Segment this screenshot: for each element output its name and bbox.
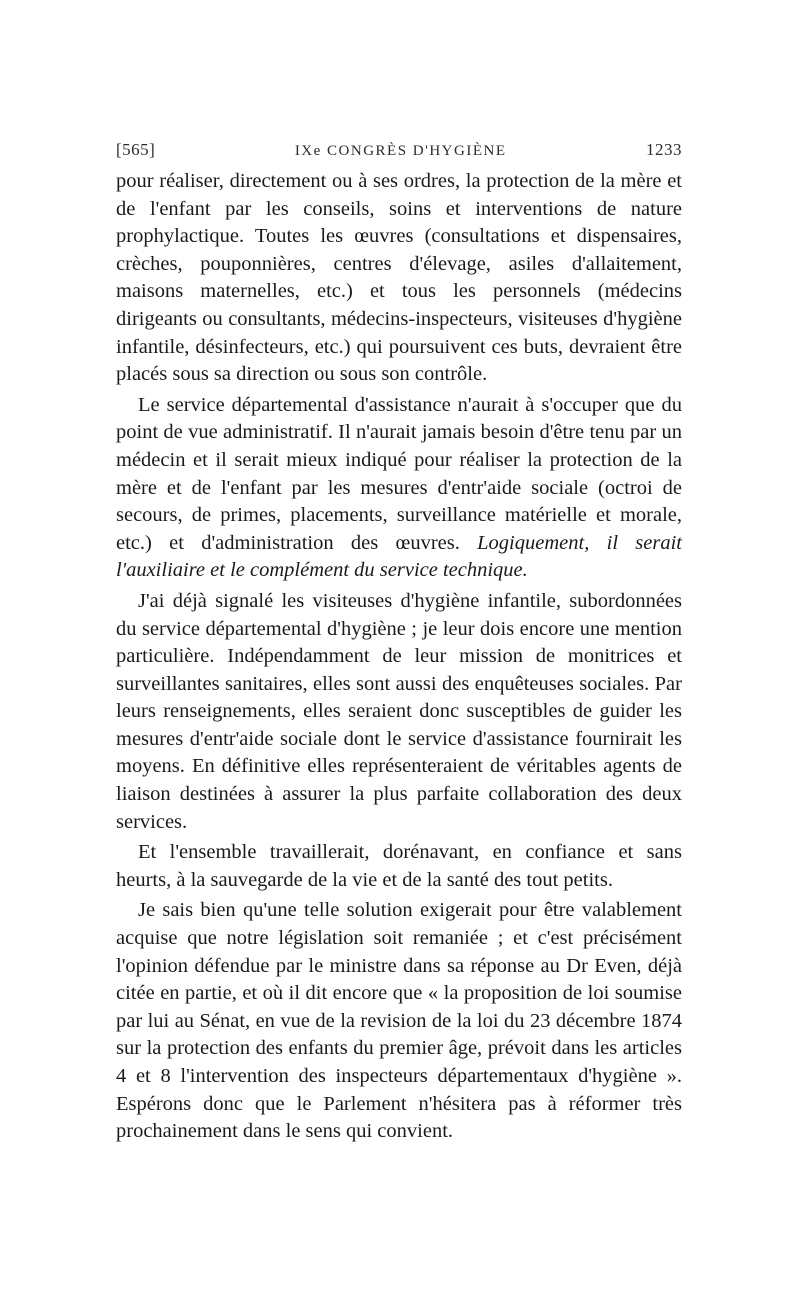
paragraph-2 bbox=[116, 392, 682, 585]
book-page bbox=[116, 140, 682, 1146]
header-left-bracket-number: [565] bbox=[116, 140, 156, 159]
paragraph-5: Je sais bien qu'une telle solution exigerait pour être valablement acquise que notre législation soit remaniée ; et c'est précisément l'opinion défendue par le ministre dans sa réponse au Dr Even, déjà citée en partie, et où il dit encore que « la proposition de loi soumise par lui au Sénat, en vue de la revision de la loi du 23 décembre 1874 sur la protection des enfants du premier âge, prévoit dans les articles 4 et 8 l'intervention des inspecteurs départementaux d'hygiène ». Espérons donc que le Parlement n'hésitera pas à réformer très prochainement dans le sens qui convient. bbox=[116, 899, 682, 1143]
page-number: 1233 bbox=[645, 140, 682, 159]
paragraph-2-text: Le service départemental d'assistance n'aurait à s'occuper que du point de vue administratif. Il n'aurait jamais besoin d'être tenu par un médecin et il serait mieux indiqué pour réaliser la protection de la mère et de l'enfant par les mesures d'entr'aide sociale (octroi de secours, de primes, placements, surveillance matérielle et morale, etc.) et d'administration des œuvres. bbox=[116, 393, 682, 554]
running-head bbox=[116, 140, 682, 160]
header-title: IXe CONGRÈS D'HYGIÈNE bbox=[294, 143, 507, 159]
paragraph-4: Et l'ensemble travaillerait, dorénavant, en confiance et sans heurts, à la sauvegarde de la vie et de la santé des tout petits. bbox=[116, 841, 682, 891]
body-text bbox=[116, 168, 682, 1146]
paragraph-1: pour réaliser, directement ou à ses ordres, la protection de la mère et de l'enfant par les conseils, soins et interventions de nature prophylactique. Toutes les œuvres (consultations et dispensaires, crèches, pouponnières, centres d'élevage, asiles d'allaitement, maisons maternelles, etc.) et tous les personnels (médecins dirigeants ou consultants, médecins-inspecteurs, visiteuses d'hygiène infantile, désinfecteurs, etc.) qui poursuivent ces buts, devraient être placés sous sa direction ou sous son contrôle. bbox=[116, 170, 682, 386]
paragraph-2-italic: Logiquement, il serait l'auxiliaire et le complément du service technique. bbox=[116, 531, 683, 582]
paragraph-3: J'ai déjà signalé les visiteuses d'hygiène infantile, subordonnées du service départemental d'hygiène ; je leur dois encore une mention particulière. Indépendamment de leur mission de monitrices et surveillantes sanitaires, elles sont aussi des enquêteuses sociales. Par leurs renseignements, elles seraient donc susceptibles de guider les mesures d'entr'aide sociale dont le service d'assistance fournirait les moyens. En définitive elles représenteraient de véritables agents de liaison destinées à assurer la plus parfaite collaboration des deux services. bbox=[116, 589, 682, 833]
